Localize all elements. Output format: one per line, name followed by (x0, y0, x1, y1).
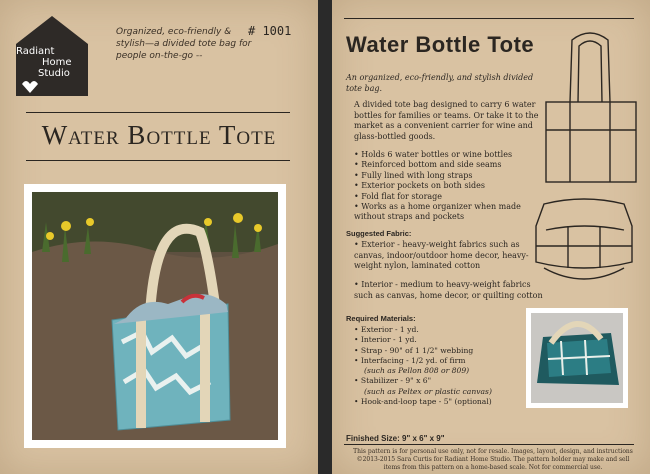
intro-text: An organized, eco-friendly, and stylish divided tote bag. (346, 73, 534, 93)
list-item: • Holds 6 water bottles or wine bottles (354, 150, 554, 160)
list-item: • Exterior pockets on both sides (354, 181, 554, 191)
list-note: (such as Peltex or plastic canvas) (364, 386, 492, 396)
fabric-interior: • Interior - medium to heavy-weight fabrics such as canvas, home decor, or quilting cotton (354, 280, 543, 300)
divider (26, 160, 290, 161)
materials-heading: Required Materials: (346, 314, 416, 323)
fabric-exterior: • Exterior - heavy-weight fabrics such as canvas, indoor/outdoor home decor, heavy-weight nylon, laminated cotton (354, 240, 529, 270)
list-item: • Stabilizer - 9" x 6" (354, 376, 554, 386)
tote-dividers-diagram-icon (528, 196, 642, 296)
logo-text: Radiant Home Studio (16, 46, 72, 79)
copyright-notice: This pattern is for personal use only, not for resale. Images, layout, design, and instructions ©2013-2015 Sara Curtis for Radiant Home Studio. The pattern holder may make and sell items from this pattern on a home-based scale. Not for commercial use. (353, 448, 633, 471)
feature-list (354, 150, 554, 223)
list-item: • Exterior - 1 yd. (354, 325, 554, 335)
fabric-heading: Suggested Fabric: (346, 229, 412, 238)
list-item: • Works as a home organizer when made without straps and pockets (354, 202, 554, 223)
divider (344, 18, 634, 19)
list-note: (such as Pellon 808 or 809) (364, 366, 470, 376)
pattern-front-card (0, 0, 318, 474)
description: A divided tote bag designed to carry 6 water bottles for families or teams. Or take it to the market as a convenient carrier for wine and glass-bottled goods. (354, 100, 539, 141)
list-item: • Fold flat for storage (354, 192, 554, 202)
tote-interior-photo-image (531, 313, 623, 403)
list-item: • Hook-and-loop tape - 5" (optional) (354, 397, 554, 407)
page-title: Water Bottle Tote (41, 120, 277, 150)
divider (26, 112, 290, 113)
tote-bag-diagram-icon (538, 26, 642, 188)
list-item: • Interior - 1 yd. (354, 335, 554, 345)
back-title: Water Bottle Tote (346, 32, 535, 57)
divider (344, 444, 634, 445)
product-photo (24, 184, 286, 448)
interior-photo (526, 308, 628, 408)
pattern-number: # 1001 (248, 24, 292, 38)
list-item: • Interfacing - 1/2 yd. of firm (354, 356, 554, 366)
pattern-back-card (332, 0, 650, 474)
materials-list (354, 325, 554, 407)
tote-bag-photo-image (32, 192, 278, 440)
list-item: • Fully lined with long straps (354, 171, 554, 181)
finished-size: Finished Size: 9" x 6" x 9" (346, 434, 445, 443)
list-item: • Reinforced bottom and side seams (354, 160, 554, 170)
tagline: Organized, eco-friendly & stylish—a divided tote bag for people on-the-go -- (116, 27, 252, 61)
list-item: • Strap - 90" of 1 1/2" webbing (354, 346, 554, 356)
